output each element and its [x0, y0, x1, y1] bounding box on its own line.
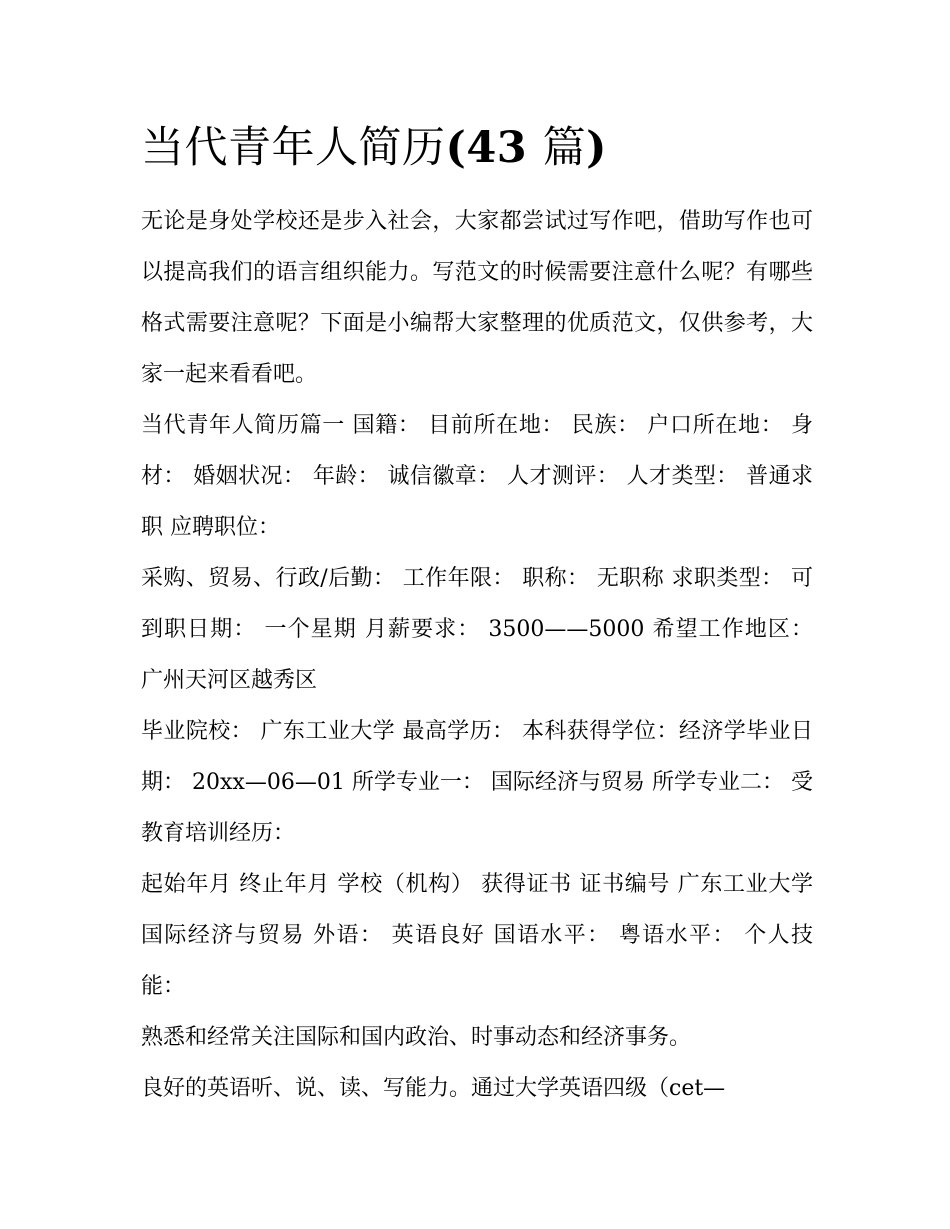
- title-count: (43: [445, 123, 543, 173]
- title-main: 当代青年人简历: [141, 123, 446, 173]
- document-title: [141, 112, 813, 184]
- job-intent-paragraph: 采购、贸易、行政/后勤： 工作年限： 职称： 无职称 求职类型： 可到职日期： 一个星期 月薪要求： 3500——5000 希望工作地区： 广州天河区越秀区: [141, 566, 813, 693]
- education-paragraph: 毕业院校： 广东工业大学 最高学历： 本科获得学位：经济学毕业日期： 20xx—06—01 所学专业一： 国际经济与贸易 所学专业二： 受教育培训经历：: [141, 719, 813, 846]
- title-unit: 篇: [542, 123, 587, 173]
- training-paragraph: 起始年月 终止年月 学校（机构） 获得证书 证书编号 广东工业大学 国际经济与贸易 外语： 英语良好 国语水平： 粤语水平： 个人技能：: [141, 872, 813, 999]
- skill-paragraph-2: 良好的英语听、说、读、写能力。通过大学英语四级（cet—: [141, 1076, 726, 1101]
- document-body: [141, 112, 813, 1114]
- skill-paragraph-1: 熟悉和经常关注国际和国内政治、时事动态和经济事务。: [141, 1025, 692, 1050]
- title-close: ): [586, 123, 608, 173]
- intro-paragraph: 无论是身处学校还是步入社会，大家都尝试过写作吧，借助写作也可以提高我们的语言组织能力。写范文的时候需要注意什么呢？有哪些格式需要注意呢？下面是小编帮大家整理的优质范文，仅供参考，大家一起来看看吧。: [141, 209, 813, 387]
- resume-basic-info-paragraph: 当代青年人简历篇一 国籍： 目前所在地： 民族： 户口所在地： 身材： 婚姻状况： 年龄： 诚信徽章： 人才测评： 人才类型： 普通求职 应聘职位：: [141, 413, 813, 540]
